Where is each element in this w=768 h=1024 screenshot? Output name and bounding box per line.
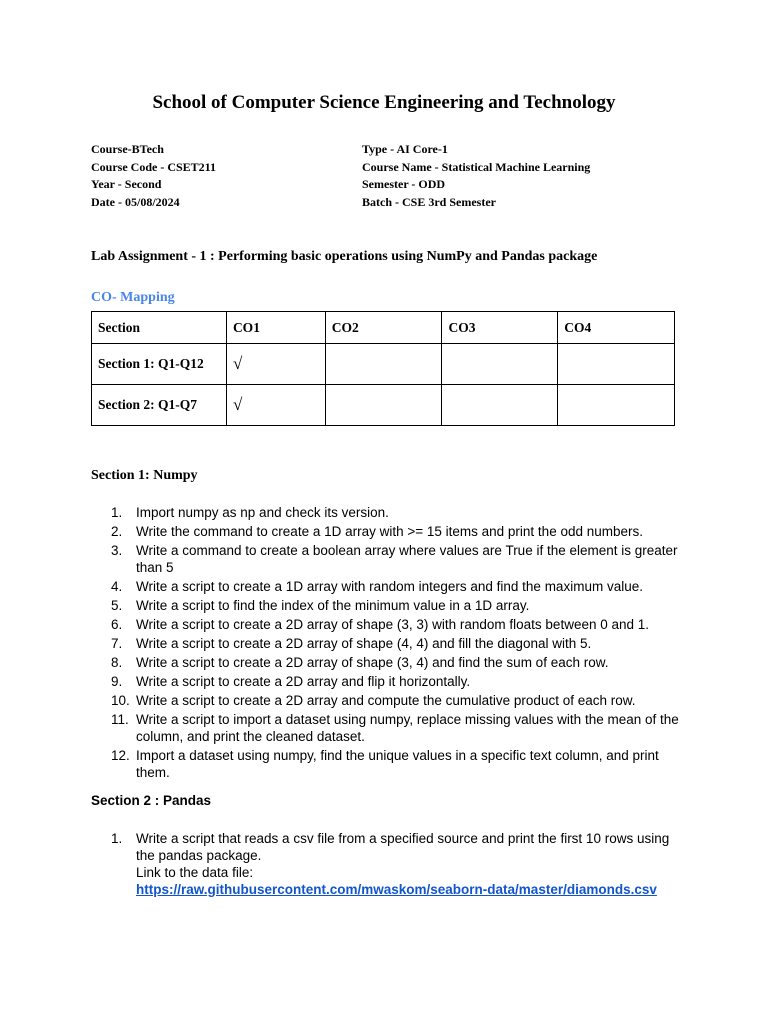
- item-number: 3.: [111, 543, 123, 558]
- course-name-info: Course Name - Statistical Machine Learning: [362, 159, 591, 174]
- table-cell: [558, 385, 675, 426]
- course-info: Course-BTech: [91, 142, 164, 156]
- batch-info: Batch - CSE 3rd Semester: [362, 194, 496, 209]
- co-mapping-table: [91, 311, 675, 426]
- item-text: Write a script that reads a csv file from a specified source and print the first 10 rows using the pandas package.: [136, 831, 670, 863]
- header-cell: CO1: [226, 312, 325, 344]
- table-cell: [325, 344, 442, 385]
- list-item: [91, 654, 681, 671]
- item-text: Write a command to create a boolean array where values are True if the element is greater than 5: [136, 543, 678, 575]
- course-info-left: [91, 141, 216, 211]
- table-row: [92, 344, 675, 385]
- item-number: 9.: [111, 674, 123, 689]
- item-text: Write a script to create a 2D array of shape (3, 3) with random floats between 0 and 1.: [136, 617, 650, 632]
- item-number: 7.: [111, 636, 123, 651]
- table-row: [92, 385, 675, 426]
- list-item: [91, 616, 681, 633]
- list-item: [91, 504, 681, 521]
- course-info-right: [362, 141, 590, 211]
- item-number: 12.: [111, 748, 130, 763]
- table-cell: [442, 344, 558, 385]
- section-cell: Section 1: Q1-Q12: [92, 344, 227, 385]
- list-item: [91, 711, 681, 745]
- header-cell: CO3: [442, 312, 558, 344]
- list-item: [91, 635, 681, 652]
- check-mark: √: [226, 385, 325, 426]
- list-item: [91, 542, 681, 576]
- list-item: [91, 692, 681, 709]
- item-text: Write a script to import a dataset using numpy, replace missing values with the mean of the column, and print the cleaned dataset.: [136, 712, 679, 744]
- table-header-row: [92, 312, 675, 344]
- type-info: Type - AI Core-1: [362, 142, 448, 156]
- section1-heading: Section 1: Numpy: [91, 468, 198, 483]
- link-label: Link to the data file:: [136, 865, 254, 880]
- item-number: 11.: [111, 712, 129, 727]
- list-item: [91, 830, 681, 898]
- item-text: Write the command to create a 1D array with >= 15 items and print the odd numbers.: [136, 524, 644, 539]
- item-text: Import a dataset using numpy, find the unique values in a specific text column, and print them.: [136, 748, 659, 780]
- table-cell: [325, 385, 442, 426]
- item-number: 1.: [111, 505, 123, 520]
- item-number: 1.: [111, 831, 123, 846]
- course-code-info: Course Code - CSET211: [91, 159, 217, 174]
- section2-heading: Section 2 : Pandas: [91, 793, 212, 808]
- item-text: Write a script to create a 2D array and flip it horizontally.: [136, 674, 471, 689]
- numpy-question-list: [91, 504, 681, 783]
- list-item: [91, 673, 681, 690]
- list-item: [91, 523, 681, 540]
- item-number: 10.: [111, 693, 130, 708]
- table-cell: [442, 385, 558, 426]
- semester-info: Semester - ODD: [362, 177, 446, 192]
- header-cell: Section: [92, 312, 227, 344]
- item-number: 2.: [111, 524, 123, 539]
- list-item: [91, 578, 681, 595]
- page-title: School of Computer Science Engineering and Technology: [152, 92, 616, 113]
- list-item: [91, 597, 681, 614]
- list-item: [91, 747, 681, 781]
- data-file-link[interactable]: https://raw.githubusercontent.com/mwaskom/seaborn-data/master/diamonds.csv: [136, 882, 657, 897]
- co-mapping-heading: CO- Mapping: [91, 290, 175, 305]
- item-number: 5.: [111, 598, 123, 613]
- item-text: Write a script to find the index of the minimum value in a 1D array.: [136, 598, 530, 613]
- item-number: 4.: [111, 579, 123, 594]
- item-text: Write a script to create a 1D array with random integers and find the maximum value.: [136, 579, 643, 594]
- item-text: Write a script to create a 2D array of shape (4, 4) and fill the diagonal with 5.: [136, 636, 592, 651]
- item-number: 8.: [111, 655, 123, 670]
- assignment-title: Lab Assignment - 1 : Performing basic operations using NumPy and Pandas package: [91, 249, 598, 264]
- section-cell: Section 2: Q1-Q7: [92, 385, 227, 426]
- header-cell: CO4: [558, 312, 675, 344]
- header-cell: CO2: [325, 312, 442, 344]
- year-info: Year - Second: [91, 177, 162, 192]
- item-text: Write a script to create a 2D array and compute the cumulative product of each row.: [136, 693, 636, 708]
- check-mark: √: [226, 344, 325, 385]
- item-number: 6.: [111, 617, 123, 632]
- item-text: Import numpy as np and check its version.: [136, 505, 389, 520]
- date-info: Date - 05/08/2024: [91, 194, 180, 209]
- pandas-question-list: [91, 830, 681, 900]
- table-cell: [558, 344, 675, 385]
- item-text: Write a script to create a 2D array of shape (3, 4) and find the sum of each row.: [136, 655, 609, 670]
